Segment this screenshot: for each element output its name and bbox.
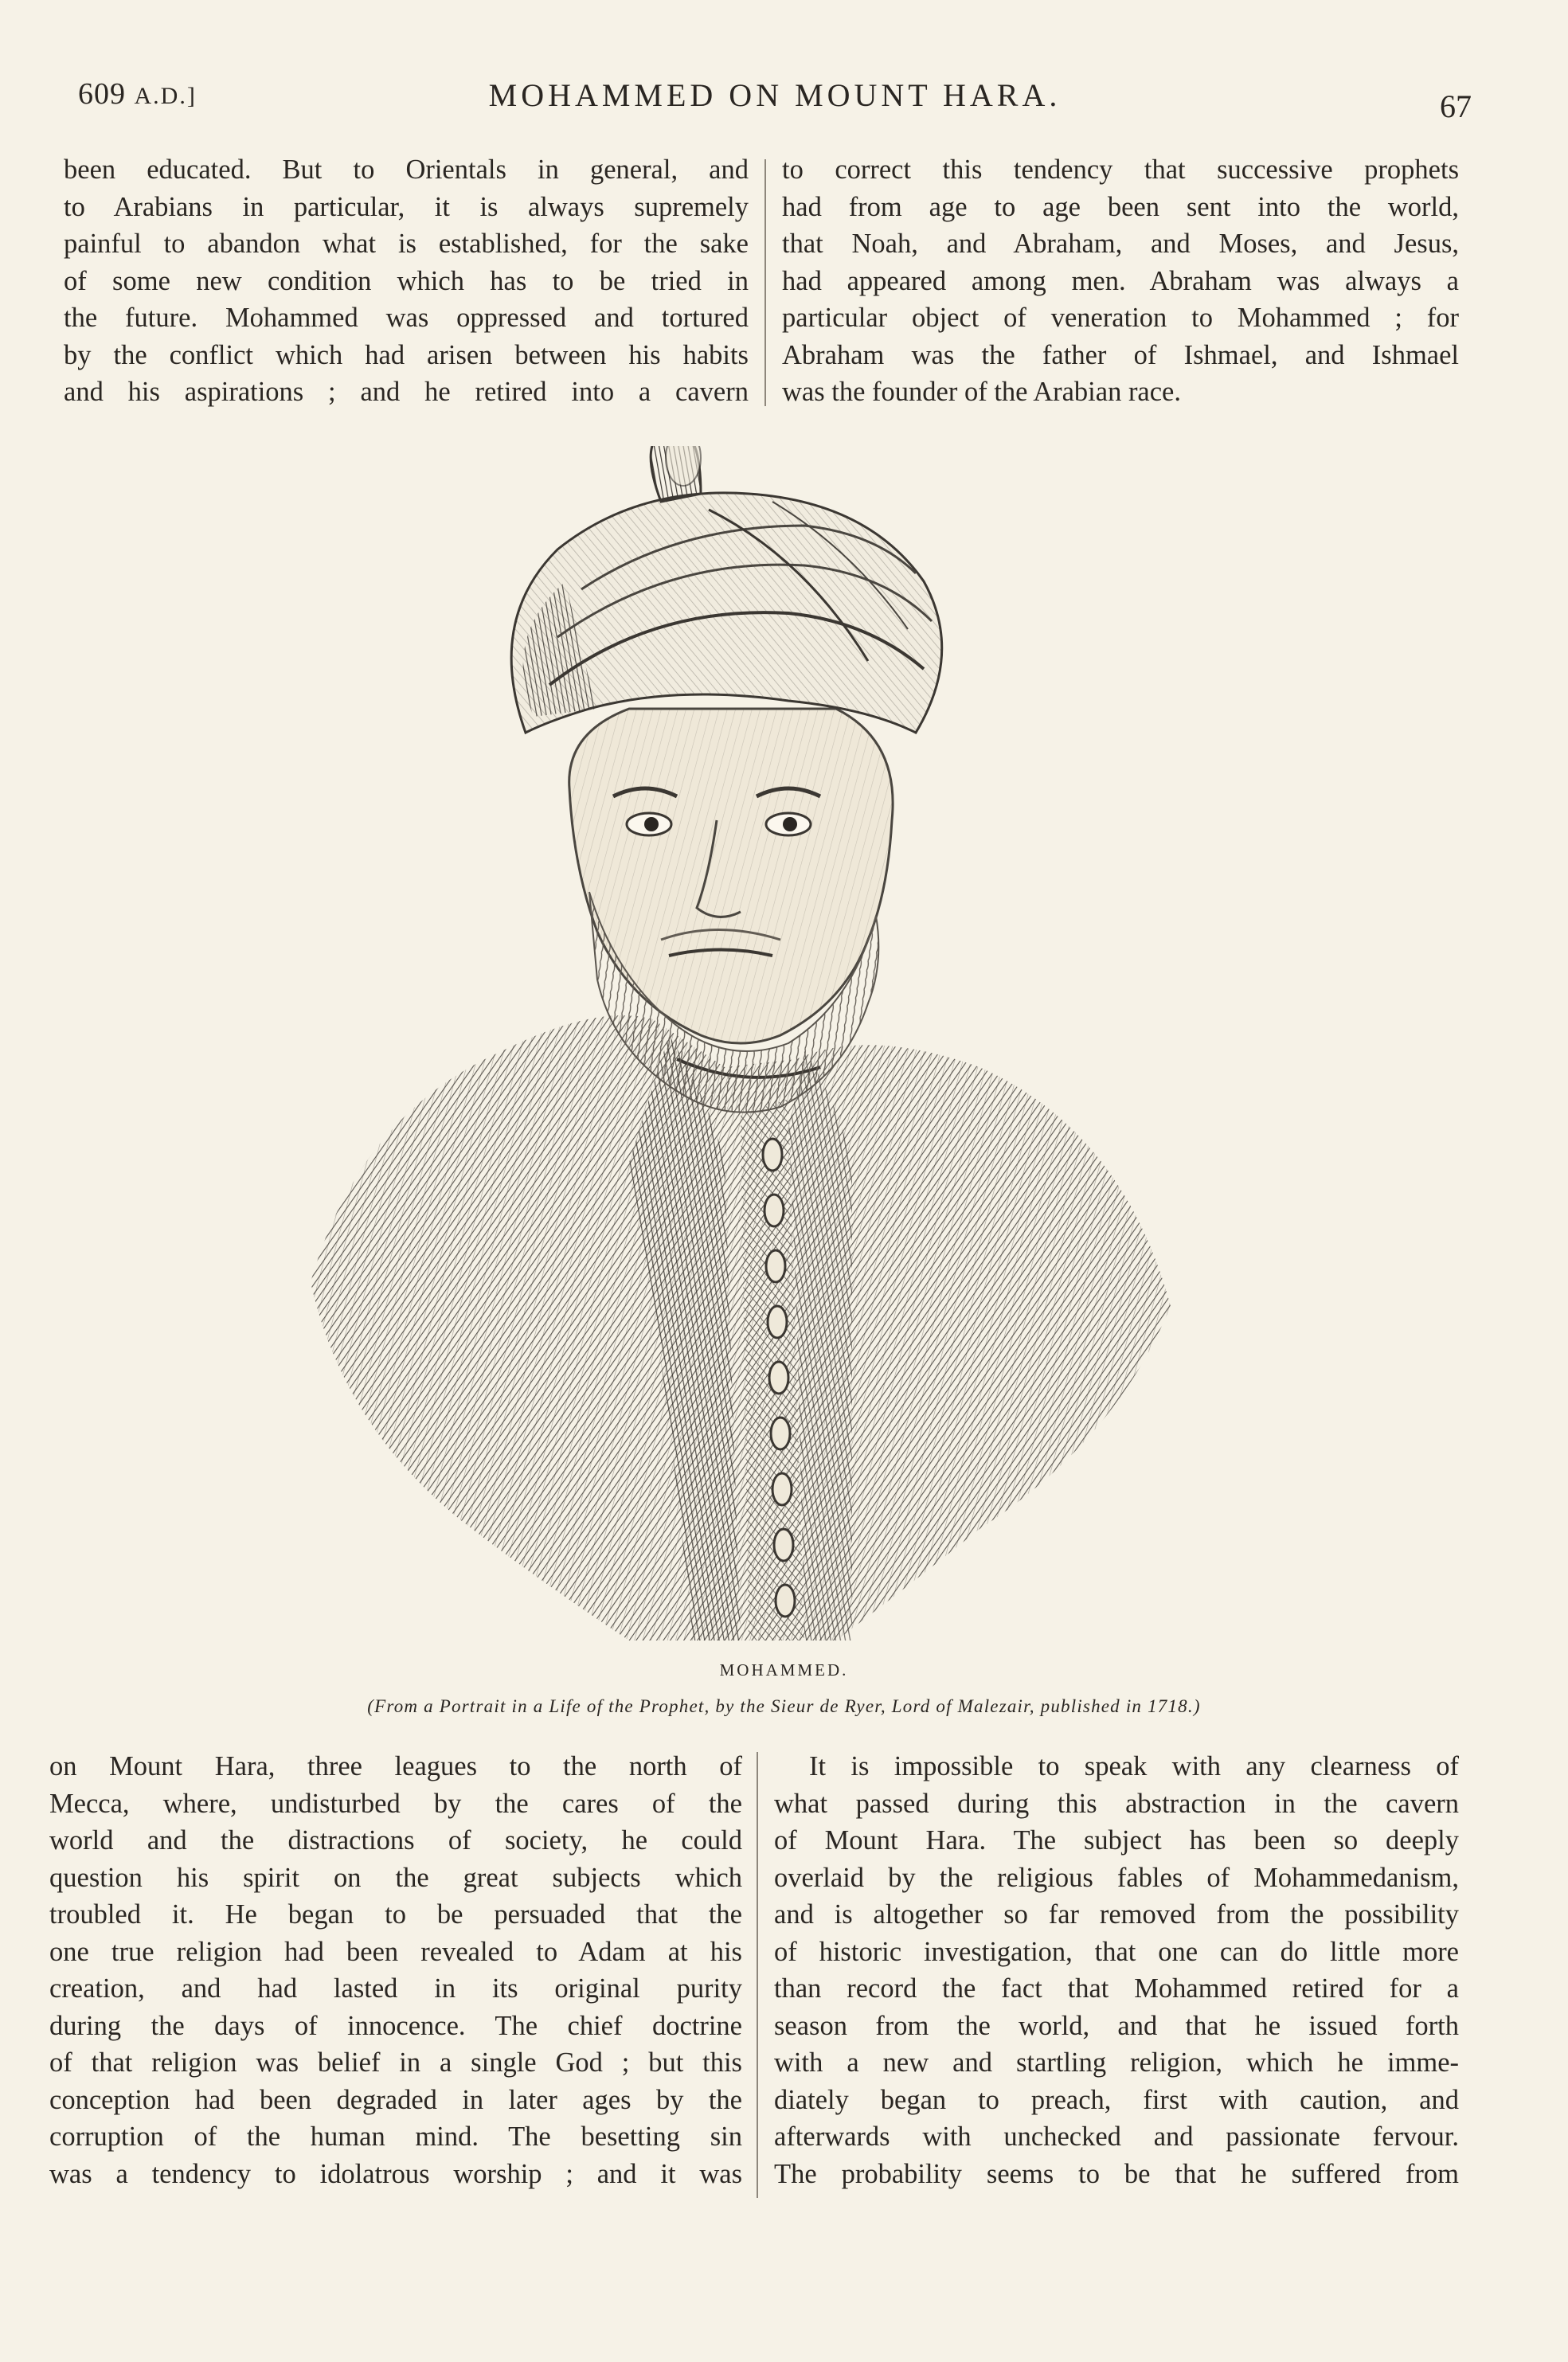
text-line: corruption of the human mind. The besetting sin [49,2121,742,2152]
figure-caption-source: (From a Portrait in a Life of the Prophet, by the Sieur de Ryer, Lord of Malezair, published in 1718.) [367,1696,1201,1716]
text-line: It is impossible to speak with any clearness of [809,1751,1459,1781]
text-line: the future. Mohammed was oppressed and tortured [64,303,749,333]
text-line: of that religion was belief in a single God ; but this [49,2047,742,2078]
top-right-column [782,151,1459,411]
text-line: and is altogether so far removed from the possibility [774,1899,1459,1930]
text-line: world and the distractions of society, he could [49,1825,742,1856]
text-line: been educated. But to Orientals in general, and [64,154,749,185]
text-line: Mecca, where, undisturbed by the cares of the [49,1788,742,1819]
text-line: afterwards with unchecked and passionate fervour. [774,2121,1459,2152]
text-line: what passed during this abstraction in the cavern [774,1788,1459,1819]
top-left-column [64,151,749,411]
text-line: overlaid by the religious fables of Mohammedanism, [774,1862,1459,1893]
text-line: of Mount Hara. The subject has been so deeply [774,1825,1459,1856]
header-era: A.D.] [134,83,197,109]
text-line: conception had been degraded in later ages by the [49,2084,742,2115]
header-title: MOHAMMED ON MOUNT HARA. [488,77,1062,113]
page-number: 67 [1440,88,1472,124]
text-line: one true religion had been revealed to Adam at his [49,1936,742,1967]
text-line: by the conflict which had arisen between his habits [64,339,749,370]
text-line: The probability seems to be that he suffered from [774,2158,1459,2189]
text-line: painful to abandon what is established, for the sake [64,229,749,259]
text-line: question his spirit on the great subjects which [49,1862,742,1893]
figure-caption-title: MOHAMMED. [719,1660,849,1680]
running-header [78,76,1472,132]
text-line: was the founder of the Arabian race. [782,377,1181,407]
text-line: had appeared among men. Abraham was always a [782,265,1459,296]
text-line: of historic investigation, that one can do little more [774,1936,1459,1967]
header-year: 609 [78,77,126,111]
text-line: particular object of veneration to Mohammed ; for [782,303,1459,333]
portrait-engraving [295,446,1195,1648]
text-line: was a tendency to idolatrous worship ; and it was [49,2158,742,2189]
column-rule [764,159,766,406]
text-line: and his aspirations ; and he retired into a cavern [64,377,749,407]
text-line: on Mount Hara, three leagues to the north of [49,1751,742,1781]
text-line: Abraham was the father of Ishmael, and Ishmael [782,339,1459,370]
text-line: than record the fact that Mohammed retired for a [774,1973,1459,2004]
text-line: of some new condition which has to be tried in [64,265,749,296]
text-line: had from age to age been sent into the world, [782,191,1459,222]
text-line: to correct this tendency that successive prophets [782,154,1459,185]
text-line: season from the world, and that he issued forth [774,2010,1459,2041]
text-line: with a new and startling religion, which he imme- [774,2047,1459,2078]
bottom-left-column [49,1748,742,2192]
text-line: during the days of innocence. The chief doctrine [49,2010,742,2041]
turban [511,446,942,733]
text-line: that Noah, and Abraham, and Moses, and Jesus, [782,229,1459,259]
text-line: diately began to preach, first with caution, and [774,2084,1459,2115]
text-line: creation, and had lasted in its original purity [49,1973,742,2004]
bottom-right-column [774,1748,1459,2192]
column-rule [757,1752,758,2198]
text-line: to Arabians in particular, it is always supremely [64,191,749,222]
text-line: troubled it. He began to be persuaded that the [49,1899,742,1930]
